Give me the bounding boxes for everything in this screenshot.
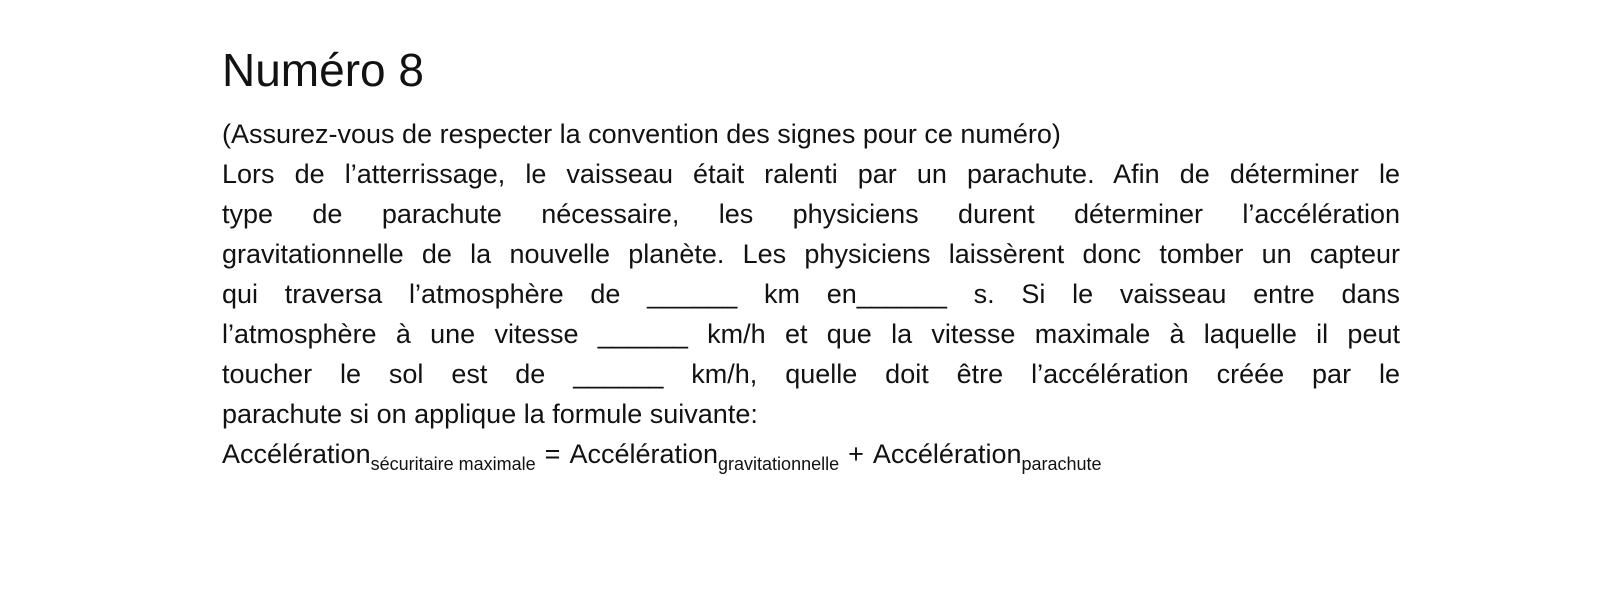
question-line-6-with-blank: toucher le sol est de ______ km/h, quelle doit être l’accélération créée par le bbox=[222, 359, 1400, 389]
plus-sign: + bbox=[848, 439, 864, 469]
formula-term-parachute-acceleration: Accélération$_{parachute}$ bbox=[872, 439, 1102, 474]
question-line-4-with-blanks: qui traversa l’atmosphère de ______ km en______ s. Si le vaisseau entre dans bbox=[222, 279, 1400, 309]
question-title: Numéro 8 bbox=[222, 44, 424, 96]
equals-sign: = bbox=[544, 439, 561, 469]
subscript-securitaire-maximale: sécuritaire maximale bbox=[370, 454, 536, 474]
question-line-5-with-blank: l’atmosphère à une vitesse ______ km/h et que la vitesse maximale à laquelle il peut bbox=[222, 319, 1400, 349]
subscript-gravitationnelle: gravitationnelle bbox=[718, 454, 840, 474]
question-line-2: type de parachute nécessaire, les physiciens durent déterminer l’accélération bbox=[222, 199, 1400, 229]
subscript-parachute: parachute bbox=[1021, 454, 1102, 474]
question-line-7: parachute si on applique la formule suivante: bbox=[222, 399, 758, 429]
question-block bbox=[222, 0, 1400, 480]
question-text bbox=[222, 114, 1400, 480]
acceleration-formula bbox=[222, 434, 1400, 480]
question-line-3: gravitationnelle de la nouvelle planète. Les physiciens laissèrent donc tomber un capteur bbox=[222, 239, 1400, 269]
question-line-1: Lors de l’atterrissage, le vaisseau était ralenti par un parachute. Afin de déterminer le bbox=[222, 159, 1400, 189]
formula-term-max-safe-acceleration: Accélération$_{sécuritaire maximale}$ bbox=[222, 439, 536, 474]
instruction-line: (Assurez-vous de respecter la convention des signes pour ce numéro) bbox=[222, 119, 1061, 149]
formula-term-gravitational-acceleration: Accélération$_{gravitationnelle}$ bbox=[569, 439, 840, 474]
